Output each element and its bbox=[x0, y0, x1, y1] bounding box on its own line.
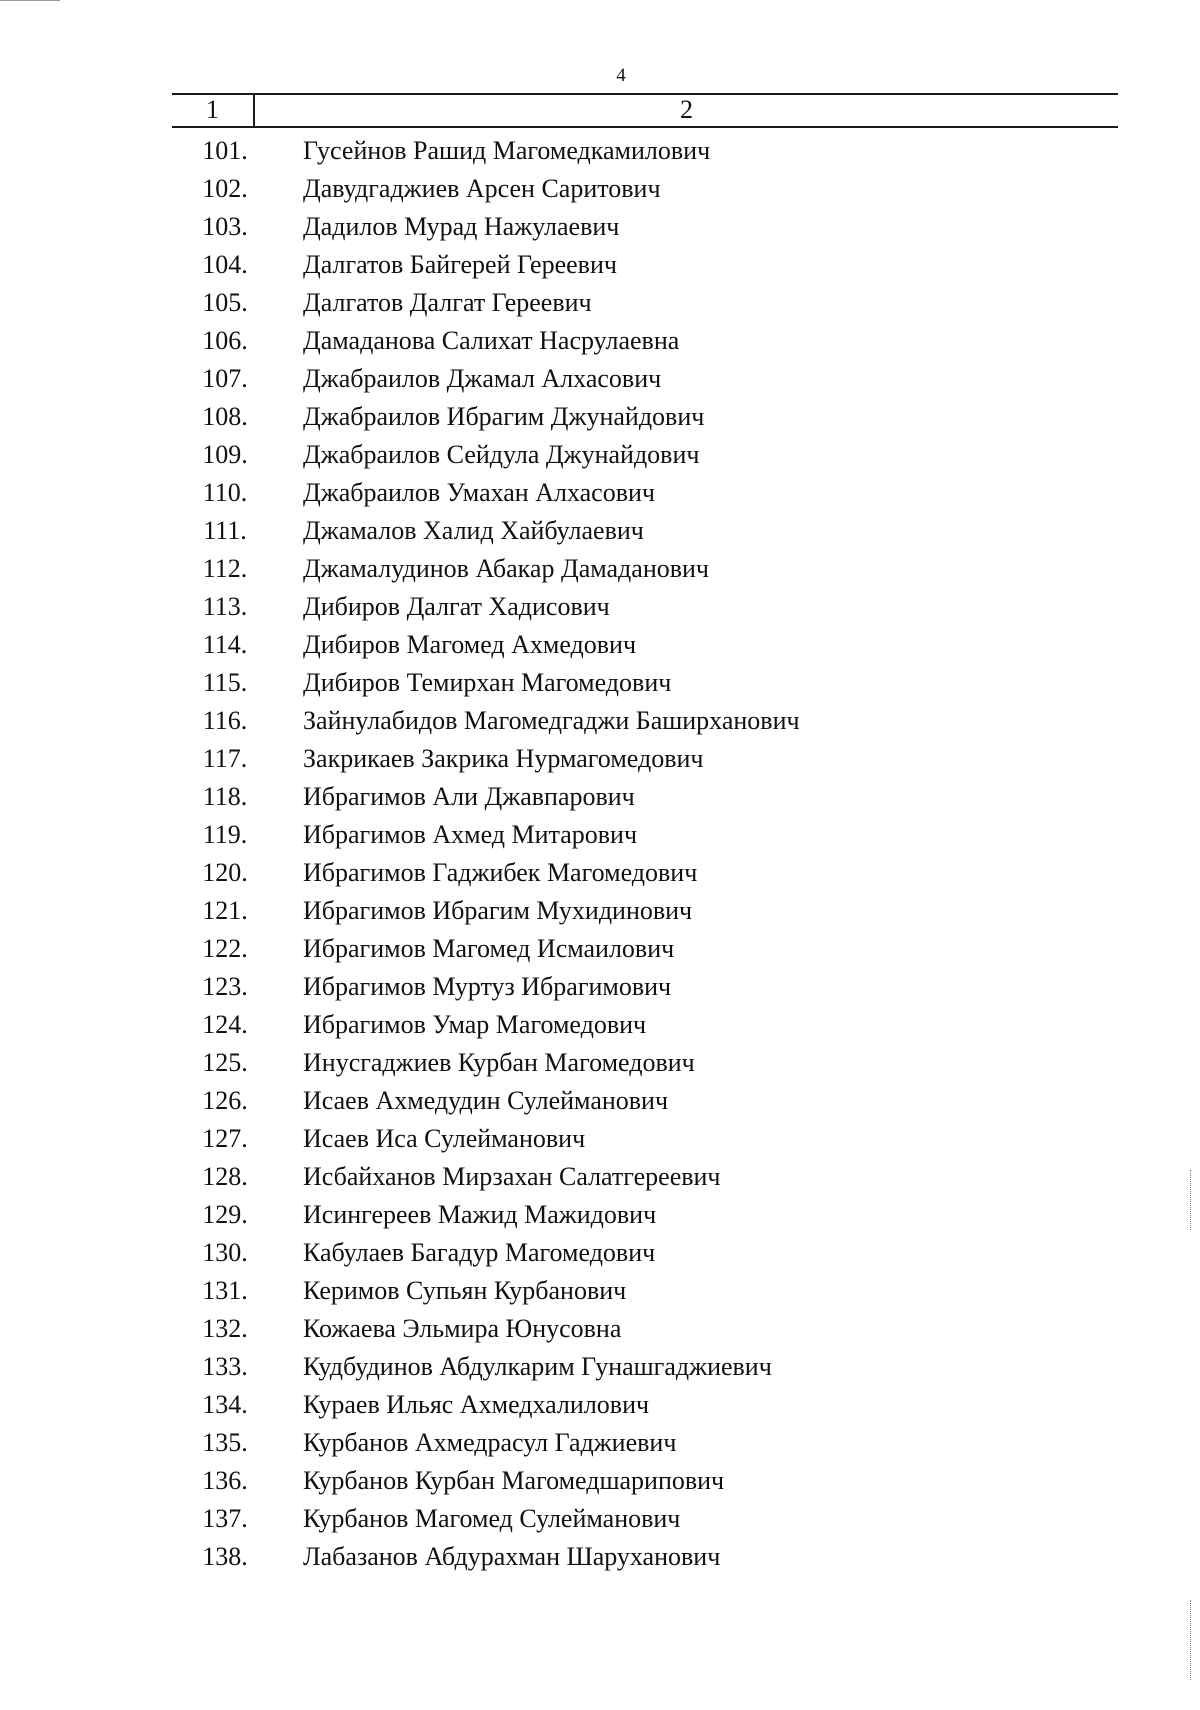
table-row bbox=[0, 436, 1200, 474]
row-number: 109. bbox=[202, 440, 248, 469]
person-name: Далгатов Байгерей Гереевич bbox=[303, 250, 617, 279]
table-header-col-2: 2 bbox=[680, 95, 693, 124]
row-number: 138. bbox=[202, 1542, 248, 1571]
table-row bbox=[0, 1044, 1200, 1082]
person-name: Курбанов Курбан Магомедшарипович bbox=[303, 1466, 725, 1495]
row-number: 114. bbox=[202, 630, 248, 659]
table-header-rule bbox=[172, 126, 1118, 128]
table-row bbox=[0, 512, 1200, 550]
table-row bbox=[0, 1310, 1200, 1348]
row-number: 112. bbox=[202, 554, 248, 583]
row-number: 135. bbox=[202, 1428, 248, 1457]
row-number: 129. bbox=[202, 1200, 248, 1229]
row-number: 108. bbox=[202, 402, 248, 431]
table-row bbox=[0, 588, 1200, 626]
person-name: Ибрагимов Гаджибек Магомедович bbox=[303, 858, 698, 887]
person-name: Зайнулабидов Магомедгаджи Баширханович bbox=[303, 706, 800, 735]
person-name: Лабазанов Абдурахман Шаруханович bbox=[303, 1542, 721, 1571]
row-number: 137. bbox=[202, 1504, 248, 1533]
row-number: 121. bbox=[202, 896, 248, 925]
table-row bbox=[0, 1462, 1200, 1500]
person-name: Исбайханов Мирзахан Салатгереевич bbox=[303, 1162, 721, 1191]
person-name: Ибрагимов Муртуз Ибрагимович bbox=[303, 972, 672, 1001]
table-row bbox=[0, 626, 1200, 664]
row-number: 102. bbox=[202, 174, 248, 203]
person-name: Далгатов Далгат Гереевич bbox=[303, 288, 592, 317]
row-number: 120. bbox=[202, 858, 248, 887]
row-number: 125. bbox=[202, 1048, 248, 1077]
table-row bbox=[0, 398, 1200, 436]
person-name: Исаев Иса Сулейманович bbox=[303, 1124, 586, 1153]
row-number: 101. bbox=[202, 136, 248, 165]
row-number: 131. bbox=[202, 1276, 248, 1305]
row-number: 111. bbox=[203, 516, 247, 545]
row-number: 115. bbox=[202, 668, 248, 697]
person-name: Закрикаев Закрика Нурмагомедович bbox=[303, 744, 704, 773]
table-row bbox=[0, 550, 1200, 588]
table-row bbox=[0, 892, 1200, 930]
person-name: Джабраилов Джамал Алхасович bbox=[303, 364, 662, 393]
row-number: 127. bbox=[202, 1124, 248, 1153]
row-number: 119. bbox=[202, 820, 248, 849]
table-row bbox=[0, 1082, 1200, 1120]
table-row bbox=[0, 1348, 1200, 1386]
table-row bbox=[0, 284, 1200, 322]
table-row bbox=[0, 1500, 1200, 1538]
person-name: Гусейнов Рашид Магомедкамилович bbox=[303, 136, 711, 165]
person-name: Кабулаев Багадур Магомедович bbox=[303, 1238, 656, 1267]
person-name: Джабраилов Сейдула Джунайдович bbox=[303, 440, 700, 469]
person-name: Дадилов Мурад Нажулаевич bbox=[303, 212, 620, 241]
table-row bbox=[0, 778, 1200, 816]
person-name: Дибиров Далгат Хадисович bbox=[303, 592, 610, 621]
row-number: 128. bbox=[202, 1162, 248, 1191]
row-number: 104. bbox=[202, 250, 248, 279]
person-name: Кожаева Эльмира Юнусовна bbox=[303, 1314, 622, 1343]
row-number: 116. bbox=[202, 706, 248, 735]
person-name: Давудгаджиев Арсен Саритович bbox=[303, 174, 661, 203]
table-row bbox=[0, 968, 1200, 1006]
person-name: Дамаданова Салихат Насрулаевна bbox=[303, 326, 680, 355]
row-number: 106. bbox=[202, 326, 248, 355]
table-row bbox=[0, 1120, 1200, 1158]
name-list bbox=[0, 132, 1200, 1576]
row-number: 130. bbox=[202, 1238, 248, 1267]
person-name: Инусгаджиев Курбан Магомедович bbox=[303, 1048, 695, 1077]
table-row bbox=[0, 854, 1200, 892]
person-name: Джабраилов Умахан Алхасович bbox=[303, 478, 655, 507]
table-row bbox=[0, 170, 1200, 208]
table-row bbox=[0, 664, 1200, 702]
person-name: Керимов Супьян Курбанович bbox=[303, 1276, 627, 1305]
row-number: 122. bbox=[202, 934, 248, 963]
table-top-rule bbox=[172, 93, 1118, 95]
person-name: Курбанов Ахмедрасул Гаджиевич bbox=[303, 1428, 677, 1457]
table-row bbox=[0, 474, 1200, 512]
table-row bbox=[0, 816, 1200, 854]
table-row bbox=[0, 360, 1200, 398]
person-name: Ибрагимов Али Джавпарович bbox=[303, 782, 635, 811]
person-name: Кудбудинов Абдулкарим Гунашгаджиевич bbox=[303, 1352, 772, 1381]
row-number: 110. bbox=[202, 478, 248, 507]
table-row bbox=[0, 1158, 1200, 1196]
person-name: Ибрагимов Магомед Исмаилович bbox=[303, 934, 675, 963]
table-row bbox=[0, 1386, 1200, 1424]
row-number: 107. bbox=[202, 364, 248, 393]
person-name: Ибрагимов Ибрагим Мухидинович bbox=[303, 896, 693, 925]
person-name: Джабраилов Ибрагим Джунайдович bbox=[303, 402, 705, 431]
person-name: Дибиров Магомед Ахмедович bbox=[303, 630, 637, 659]
table-header-col-1: 1 bbox=[206, 95, 219, 124]
person-name: Дибиров Темирхан Магомедович bbox=[303, 668, 672, 697]
scan-edge-mark bbox=[1190, 1600, 1191, 1680]
table-row bbox=[0, 740, 1200, 778]
person-name: Джамалов Халид Хайбулаевич bbox=[303, 516, 644, 545]
row-number: 136. bbox=[202, 1466, 248, 1495]
table-row bbox=[0, 1538, 1200, 1576]
table-row bbox=[0, 1234, 1200, 1272]
person-name: Джамалудинов Абакар Дамаданович bbox=[303, 554, 709, 583]
row-number: 134. bbox=[202, 1390, 248, 1419]
row-number: 105. bbox=[202, 288, 248, 317]
person-name: Курбанов Магомед Сулейманович bbox=[303, 1504, 681, 1533]
table-row bbox=[0, 1424, 1200, 1462]
person-name: Ибрагимов Ахмед Митарович bbox=[303, 820, 638, 849]
row-number: 113. bbox=[202, 592, 248, 621]
table-row bbox=[0, 702, 1200, 740]
row-number: 123. bbox=[202, 972, 248, 1001]
row-number: 124. bbox=[202, 1010, 248, 1039]
person-name: Ибрагимов Умар Магомедович bbox=[303, 1010, 647, 1039]
table-row bbox=[0, 322, 1200, 360]
page-number: 4 bbox=[616, 65, 626, 86]
row-number: 117. bbox=[202, 744, 248, 773]
table-row bbox=[0, 1006, 1200, 1044]
table-row bbox=[0, 1196, 1200, 1234]
row-number: 126. bbox=[202, 1086, 248, 1115]
table-row bbox=[0, 930, 1200, 968]
table-row bbox=[0, 1272, 1200, 1310]
person-name: Кураев Ильяс Ахмедхалилович bbox=[303, 1390, 650, 1419]
table-row bbox=[0, 208, 1200, 246]
row-number: 103. bbox=[202, 212, 248, 241]
row-number: 118. bbox=[202, 782, 248, 811]
person-name: Исаев Ахмедудин Сулейманович bbox=[303, 1086, 669, 1115]
row-number: 133. bbox=[202, 1352, 248, 1381]
row-number: 132. bbox=[202, 1314, 248, 1343]
table-row bbox=[0, 132, 1200, 170]
person-name: Исингереев Мажид Мажидович bbox=[303, 1200, 657, 1229]
scan-edge-mark bbox=[0, 0, 60, 1]
table-row bbox=[0, 246, 1200, 284]
